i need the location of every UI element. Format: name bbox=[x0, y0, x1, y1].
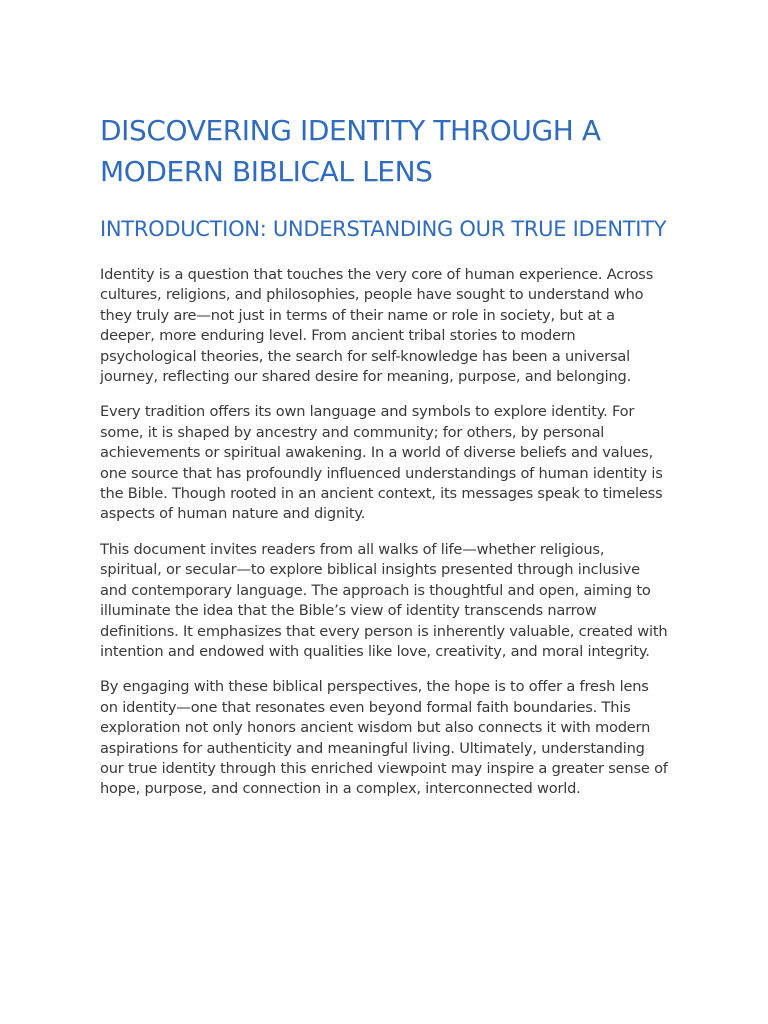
paragraph-3: This document invites readers from all walks of life—whether religious, spiritual, or secular—to explore biblical insights presented through inclusive and contemporary language. The approach is thoughtful and open, aiming to illuminate the idea that the Bible’s view of identity transcends narrow definitions. It emphasizes that every person is inherently valuable, created with intention and endowed with qualities like love, creativity, and moral integrity. bbox=[100, 540, 668, 660]
paragraph-1: Identity is a question that touches the very core of human experience. Across cultures, religions, and philosophies, people have sought to understand who they truly are—not just in terms of their name or role in society, but at a deeper, more enduring level. From ancient tribal stories to modern psychological theories, the search for self-knowledge has been a universal journey, reflecting our shared desire for meaning, purpose, and belonging. bbox=[100, 266, 654, 386]
paragraph-2: Every tradition offers its own language and symbols to explore identity. For some, it is shaped by ancestry and community; for others, by personal achievements or spiritual awakening. In a world of diverse beliefs and values, one source that has profoundly influenced understandings of human identity is the Bible. Though rooted in an ancient context, its messages speak to timeless aspects of human nature and dignity. bbox=[100, 403, 663, 523]
document-page bbox=[100, 110, 668, 800]
paragraph-4: By engaging with these biblical perspectives, the hope is to offer a fresh lens on identity—one that resonates even beyond formal faith boundaries. This exploration not only honors ancient wisdom but also connects it with modern aspirations for authenticity and meaningful living. Ultimately, understanding our true identity through this enriched viewpoint may inspire a greater sense of hope, purpose, and connection in a complex, interconnected world. bbox=[100, 678, 668, 798]
document-title: DISCOVERING IDENTITY THROUGH A MODERN BIBLICAL LENS bbox=[100, 114, 601, 188]
section-heading-introduction: INTRODUCTION: UNDERSTANDING OUR TRUE IDENTITY bbox=[100, 217, 667, 241]
